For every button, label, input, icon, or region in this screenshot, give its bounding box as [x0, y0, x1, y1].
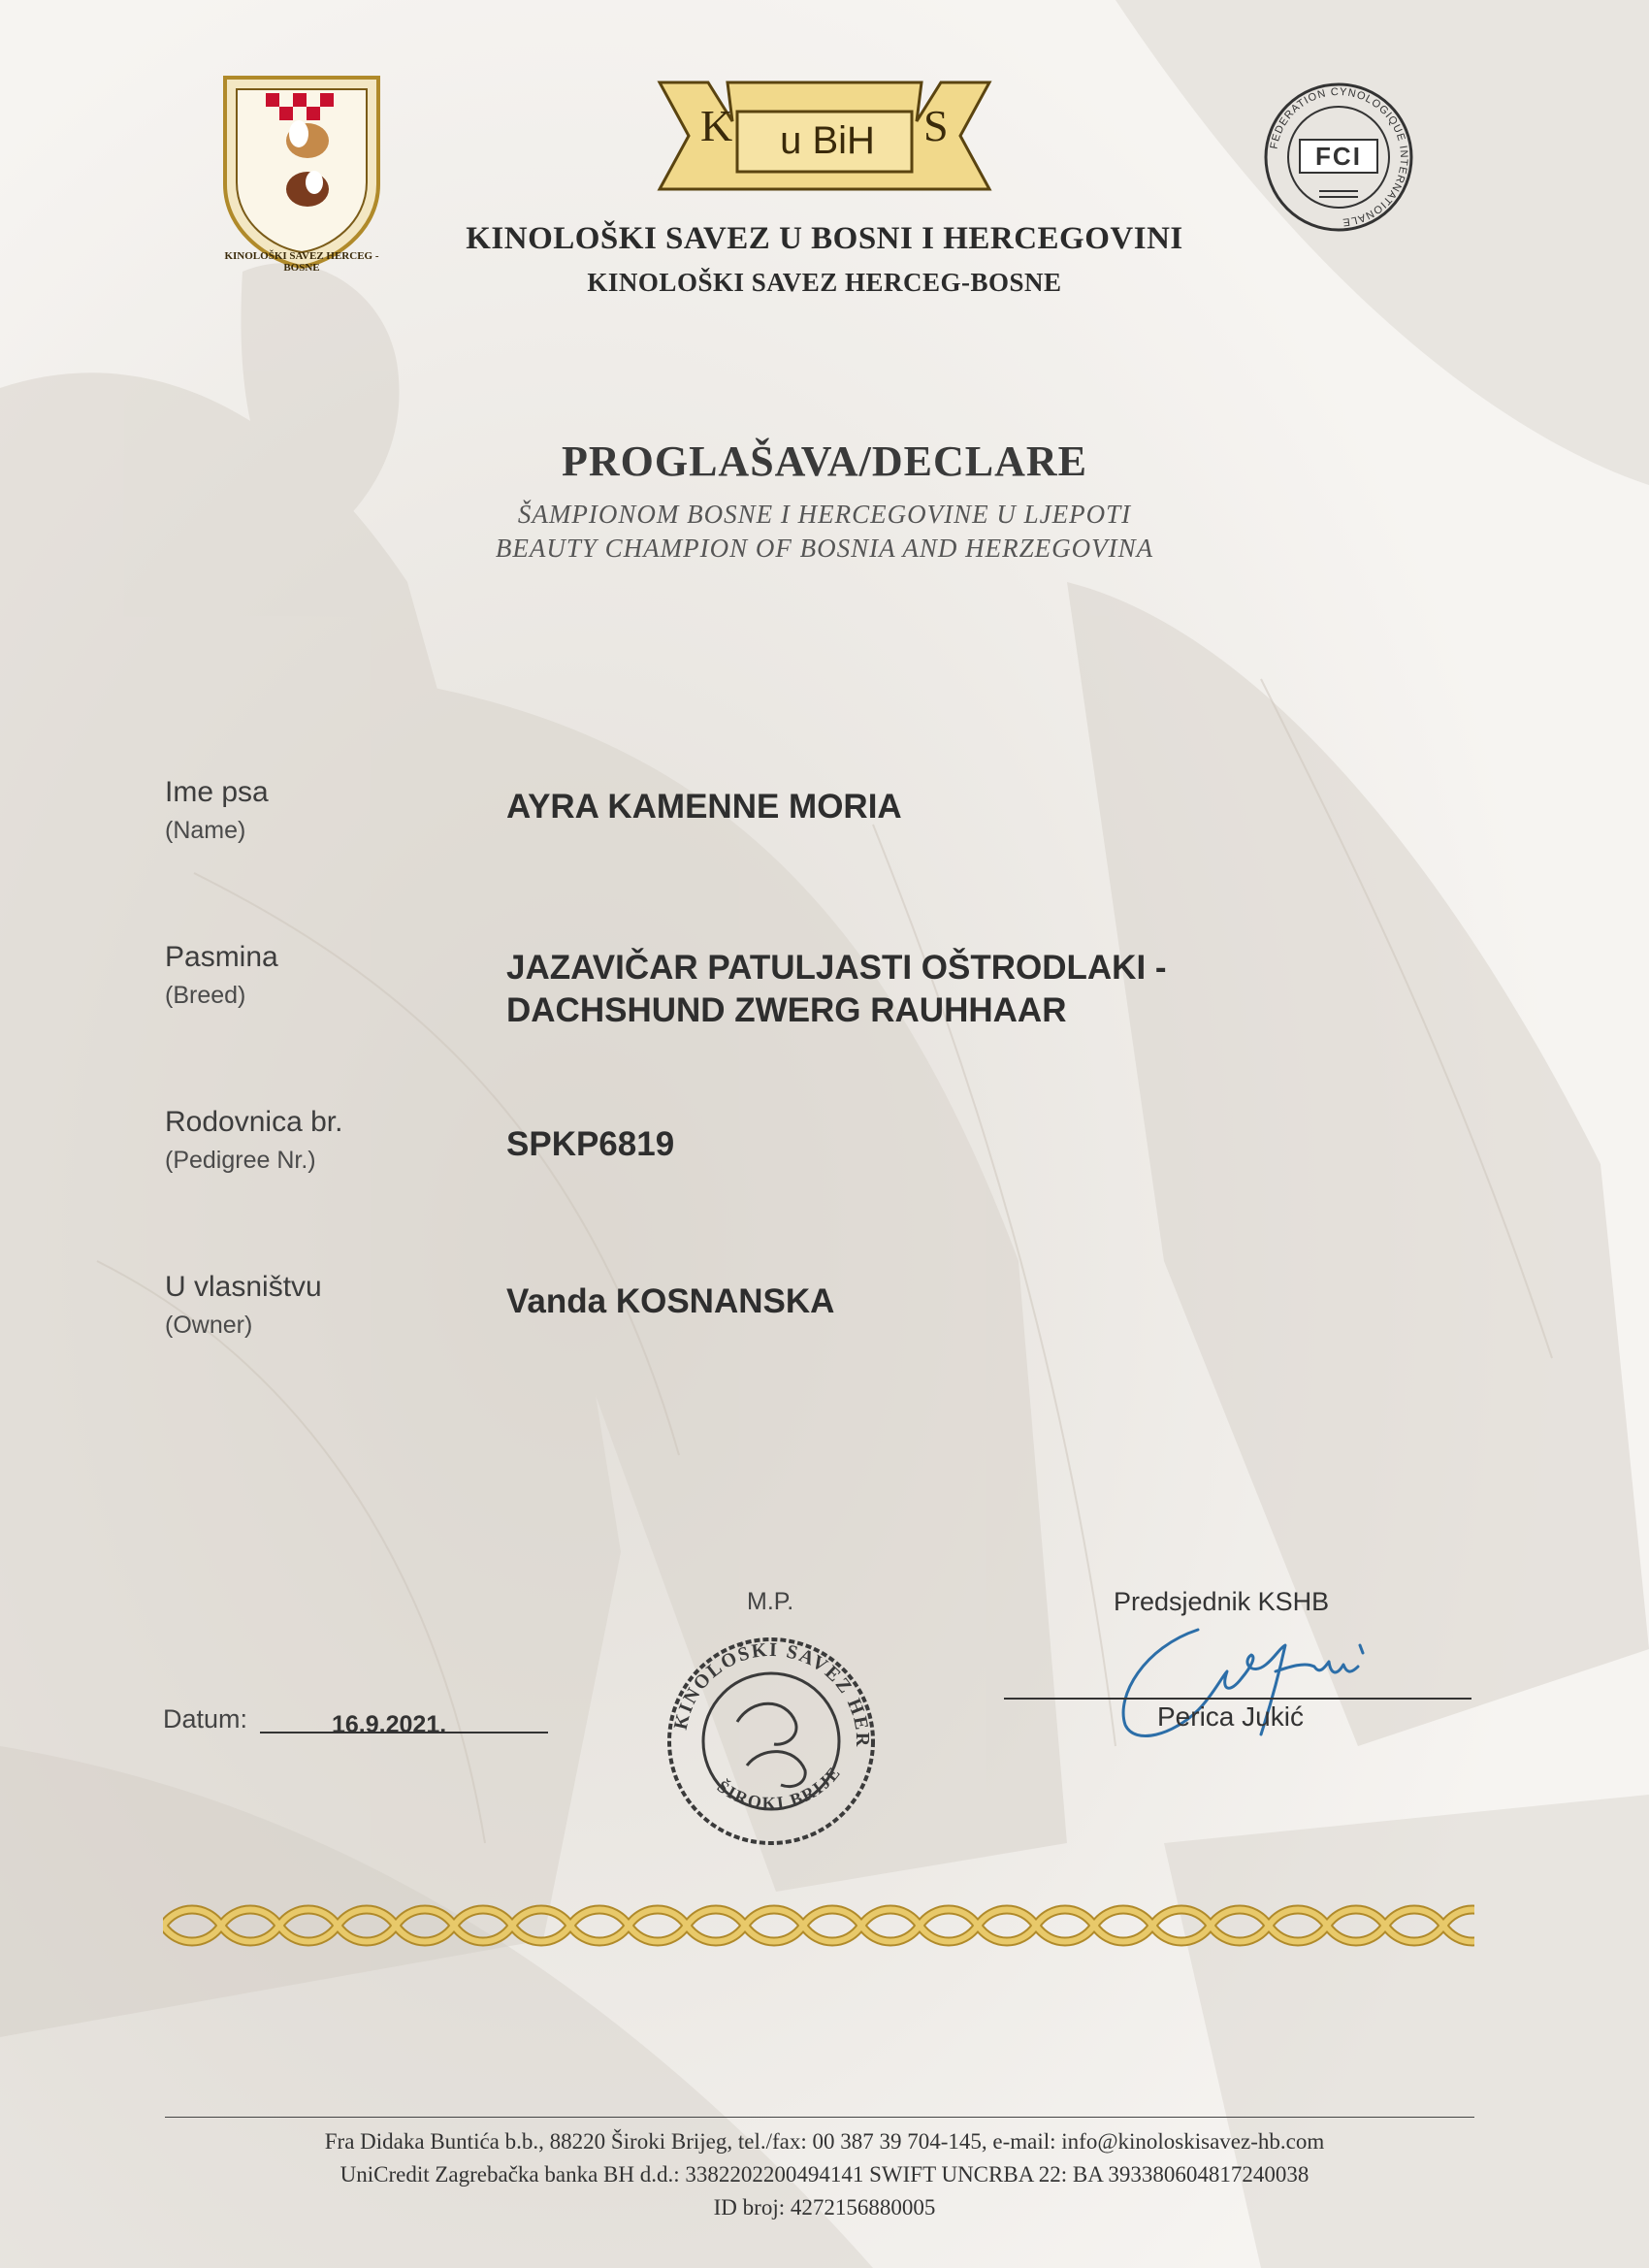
breed-value-line2: DACHSHUND ZWERG RAUHHAAR	[506, 991, 1067, 1029]
gold-rope-border	[163, 1899, 1474, 1952]
org-title-secondary: KINOLOŠKI SAVEZ HERCEG-BOSNE	[587, 268, 1062, 297]
footer-rule	[165, 2117, 1474, 2118]
breed-label: Pasmina	[165, 941, 278, 973]
declare-heading: PROGLAŠAVA/DECLARE	[561, 437, 1088, 485]
breed-label-en: (Breed)	[165, 982, 246, 1009]
signature-line	[1004, 1698, 1471, 1700]
footer-address: Fra Didaka Buntića b.b., 88220 Široki Brijeg, tel./fax: 00 387 39 704-145, e-mail: info@kinoloskisavez-hb.com	[324, 2129, 1325, 2154]
footer-bank: UniCredit Zagrebačka banka BH d.d.: 3382202200494141 SWIFT UNCRBA 22: BA 393380604817240038	[340, 2162, 1310, 2187]
stamp-ring-text: KINOLOŠKI SAVEZ HER	[669, 1638, 874, 1749]
date-label: Datum:	[163, 1704, 248, 1733]
name-label: Ime psa	[165, 776, 269, 808]
name-label-en: (Name)	[165, 817, 246, 844]
stamp-bottom-text: ŠIROKI BRIJE	[713, 1762, 845, 1813]
owner-value: Vanda KOSNANSKA	[506, 1282, 835, 1320]
fci-logo	[1261, 80, 1416, 235]
logo-letter-k: K	[700, 101, 733, 150]
official-stamp	[660, 1630, 883, 1853]
dog-name-value: AYRA KAMENNE MORIA	[506, 788, 902, 826]
president-name: Perica Jukić	[1157, 1701, 1304, 1732]
left-logo-text: KINOLOŠKI SAVEZ HERCEG - BOSNE	[224, 250, 379, 274]
fci-center-text: FCI	[1315, 142, 1362, 171]
org-title-primary: KINOLOŠKI SAVEZ U BOSNI I HERCEGOVINI	[466, 221, 1183, 256]
svg-text:KINOLOŠKI SAVEZ HERCEG BOSNE	[660, 1630, 873, 1748]
fci-ring-text: FEDERATION CYNOLOGIQUE INTERNATIONALE	[1268, 85, 1410, 229]
logo-letter-ubih: u BiH	[780, 119, 875, 162]
mp-label: M.P.	[747, 1588, 794, 1615]
subtitle-local: ŠAMPIONOM BOSNE I HERCEGOVINE U LJEPOTI	[517, 500, 1132, 529]
date-line	[260, 1732, 548, 1733]
president-signature	[1106, 1618, 1416, 1754]
pedigree-label-en: (Pedigree Nr.)	[165, 1147, 316, 1174]
kubih-logo	[640, 63, 1009, 209]
president-label: Predsjednik KSHB	[1114, 1587, 1330, 1616]
subtitle-english: BEAUTY CHAMPION OF BOSNIA AND HERZEGOVINA	[495, 534, 1154, 563]
owner-label: U vlasništvu	[165, 1271, 322, 1303]
owner-label-en: (Owner)	[165, 1312, 253, 1339]
breed-value-line1: JAZAVIČAR PATULJASTI OŠTRODLAKI -	[506, 949, 1167, 987]
pedigree-label: Rodovnica br.	[165, 1106, 343, 1138]
logo-letter-s: S	[923, 101, 949, 150]
footer-id: ID broj: 4272156880005	[713, 2195, 936, 2219]
date-value: 16.9.2021.	[332, 1711, 447, 1738]
pedigree-value: SPKP6819	[506, 1125, 675, 1163]
